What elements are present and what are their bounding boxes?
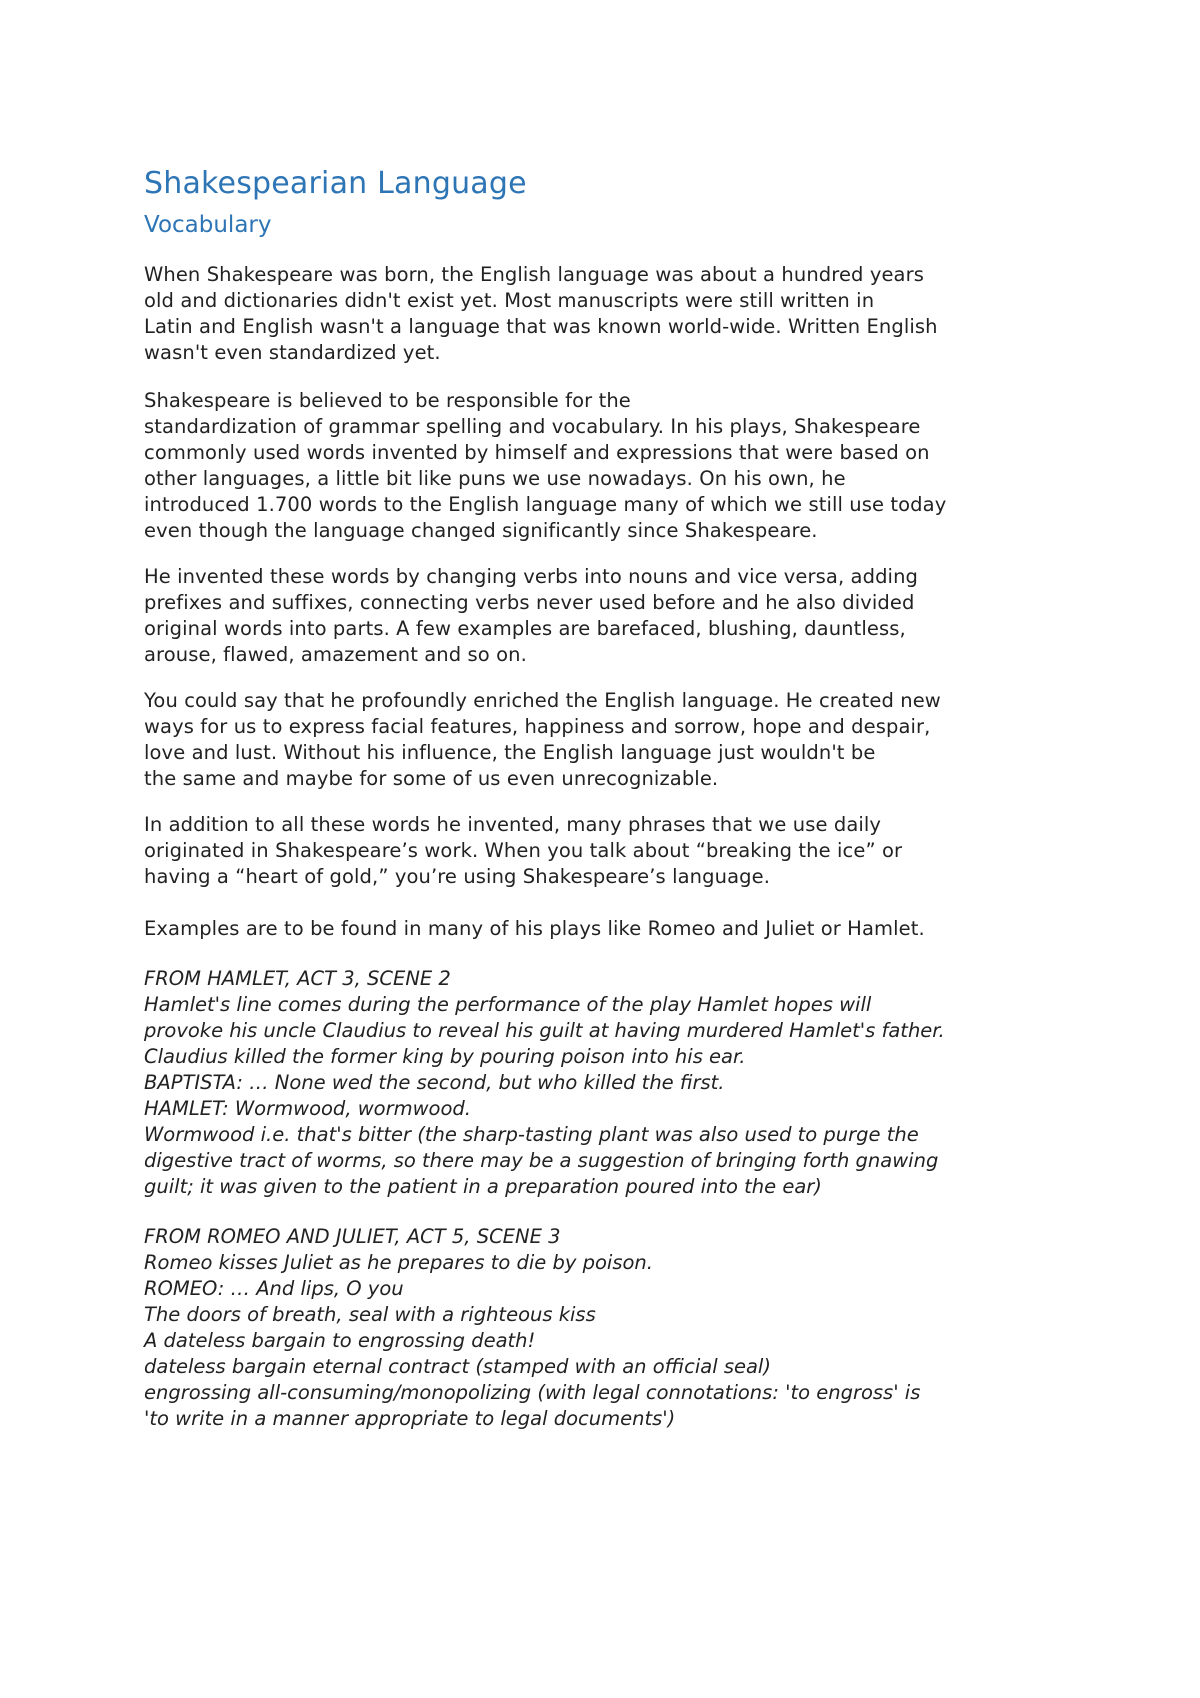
paragraph-3: He invented these words by changing verbs into nouns and vice versa, adding prefixes and suffixes, connecting verbs never used before and he also divided original words into parts. A few examples are barefaced, blushing, dauntless, arouse, flawed, amazement and so on. — [144, 565, 919, 666]
document-page — [144, 164, 1084, 1432]
paragraph-6: Examples are to be found in many of his plays like Romeo and Juliet or Hamlet. — [144, 917, 925, 940]
paragraph-1: When Shakespeare was born, the English language was about a hundred years old and dictionaries didn't exist yet. Most manuscripts were still written in Latin and English wasn't a language that was known world-wide. Written English wasn't even standardized yet. — [144, 263, 938, 364]
section-heading: Vocabulary — [144, 212, 272, 238]
document-title: Shakespearian Language — [144, 166, 527, 201]
paragraph-5: In addition to all these words he invented, many phrases that we use daily originated in Shakespeare’s work. When you talk about “breaking the ice” or having a “heart of gold,” you’re using Shakespeare’s language. — [144, 813, 903, 888]
paragraph-2: Shakespeare is believed to be responsible for the standardization of grammar spelling and vocabulary. In his plays, Shakespeare commonly used words invented by himself and expressions that were based on other languages, a little bit like puns we use nowadays. On his own, he introduced 1.700 words to the English language many of which we still use today even though the language changed significantly since Shakespeare. — [144, 389, 947, 542]
hamlet-quote-block: FROM HAMLET, ACT 3, SCENE 2 Hamlet's line comes during the performance of the play Hamlet hopes will provoke his uncle Claudius to reveal his guilt at having murdered Hamlet's father. Claudius killed the former king by pouring poison into his ear. BAPTISTA: … None wed the second, but who killed the first. HAMLET: Wormwood, wormwood. Wormwood i.e. that's bitter (the sharp-tasting plant was also used to purge the digestive tract of worms, so there may be a suggestion of bringing forth gnawing guilt; it was given to the patient in a preparation poured into the ear) — [144, 967, 945, 1198]
paragraph-4: You could say that he profoundly enriched the English language. He created new ways for us to express facial features, happiness and sorrow, hope and despair, love and lust. Without his influence, the English language just wouldn't be the same and maybe for some of us even unrecognizable. — [144, 689, 941, 790]
romeo-juliet-quote-block: FROM ROMEO AND JULIET, ACT 5, SCENE 3 Romeo kisses Juliet as he prepares to die by poison. ROMEO: … And lips, O you The doors of breath, seal with a righteous kiss A dateless bargain to engrossing death! dateless bargain eternal contract (stamped with an official seal) engrossing all-consuming/monopolizing (with legal connotations: 'to engross' is 'to write in a manner appropriate to legal documents') — [144, 1225, 921, 1430]
